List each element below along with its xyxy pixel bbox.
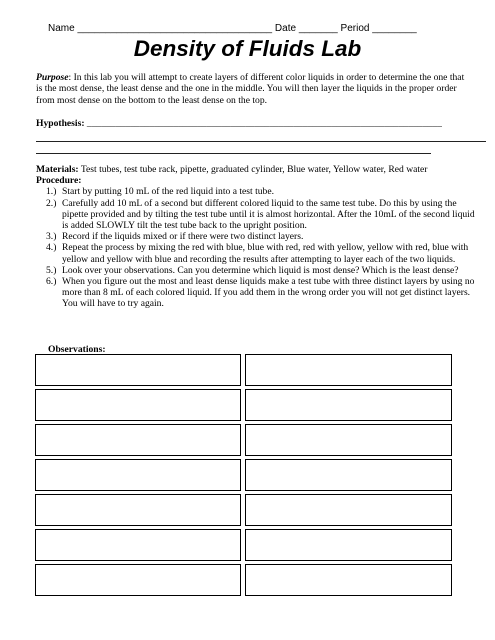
observation-row	[36, 530, 452, 561]
observations-label: Observations:	[48, 344, 106, 355]
period-label: Period	[340, 23, 370, 34]
observation-row	[36, 390, 452, 421]
observation-cell-right[interactable]	[246, 565, 452, 596]
hypothesis-field[interactable]: __________________________________________________________________________	[86, 118, 442, 129]
page-title: Density of Fluids Lab	[133, 36, 362, 61]
hypothesis-line-3[interactable]	[36, 143, 431, 154]
observation-cell-right[interactable]	[246, 355, 452, 386]
observation-cell-right[interactable]	[246, 390, 452, 421]
date-label: Date	[274, 23, 297, 34]
materials-label: Materials:	[36, 164, 79, 175]
observation-cell-left[interactable]	[36, 425, 241, 456]
hypothesis-section	[36, 118, 486, 154]
hypothesis-label: Hypothesis:	[36, 118, 85, 129]
purpose-section	[36, 72, 466, 106]
procedure-list	[36, 186, 476, 309]
observation-cell-right[interactable]	[246, 495, 452, 526]
materials-text: Test tubes, test tube rack, pipette, graduated cylinder, Blue water, Yellow water, Red water	[80, 164, 428, 175]
date-field[interactable]: _______	[298, 23, 338, 34]
procedure-step: 1.) Start by putting 10 mL of the red liquid into a test tube.	[46, 186, 275, 198]
observation-cell-left[interactable]	[36, 355, 241, 386]
observation-cell-right[interactable]	[246, 460, 452, 491]
hypothesis-line-2[interactable]	[36, 131, 486, 142]
observation-row	[36, 460, 452, 491]
observation-cell-left[interactable]	[36, 530, 241, 561]
observation-row	[36, 425, 452, 456]
procedure-step: 4.) Repeat the process by mixing the red with blue, blue with red, red with yellow, yellow with red, blue with yellow and yellow with blue and recording the results after attempting to layer each of the two liquids.	[46, 242, 469, 265]
purpose-label: Purpose	[36, 72, 69, 83]
observation-cell-right[interactable]	[246, 530, 452, 561]
procedure-step: 5.) Look over your observations. Can you determine which liquid is most dense? Which is the least dense?	[46, 264, 459, 276]
observation-cell-left[interactable]	[36, 390, 241, 421]
observation-row	[36, 565, 452, 596]
purpose-text: : In this lab you will attempt to create layers of different color liquids in order to determine the one that is the most dense, the least dense and the one in the middle. You will then layer the liquids in the proper order from most dense on the bottom to the least dense on the top.	[36, 72, 465, 106]
observation-cell-right[interactable]	[246, 425, 452, 456]
observation-cell-left[interactable]	[36, 495, 241, 526]
procedure-step: 3.) Record if the liquids mixed or if there were two distinct layers.	[46, 231, 304, 243]
hypothesis-row	[36, 118, 486, 130]
procedure-step: 2.) Carefully add 10 mL of a second but different colored liquid to the same test tube. Do this by using the pipette provided and by tilting the test tube until it is almost horizontal. After the 10mL of the second liquid is added SLOWLY tilt the test tube back to the upright position.	[46, 197, 475, 232]
materials-row	[36, 164, 476, 175]
observations-table	[35, 354, 452, 596]
materials-procedure-section	[36, 164, 476, 310]
procedure-step: 6.) When you figure out the most and least dense liquids make a test tube with three distinct layers by using no more than 8 mL of each colored liquid. If you add them in the wrong order you will not get distinct layers. You will have to try again.	[46, 276, 475, 310]
name-label: Name	[48, 23, 75, 34]
observation-row	[36, 495, 452, 526]
observation-row	[36, 355, 452, 386]
name-field[interactable]: ___________________________________	[77, 23, 273, 34]
procedure-label: Procedure:	[36, 175, 82, 187]
student-info-header	[48, 23, 458, 34]
observation-cell-left[interactable]	[36, 565, 241, 596]
observation-cell-left[interactable]	[36, 460, 241, 491]
period-field[interactable]: ________	[372, 23, 417, 34]
